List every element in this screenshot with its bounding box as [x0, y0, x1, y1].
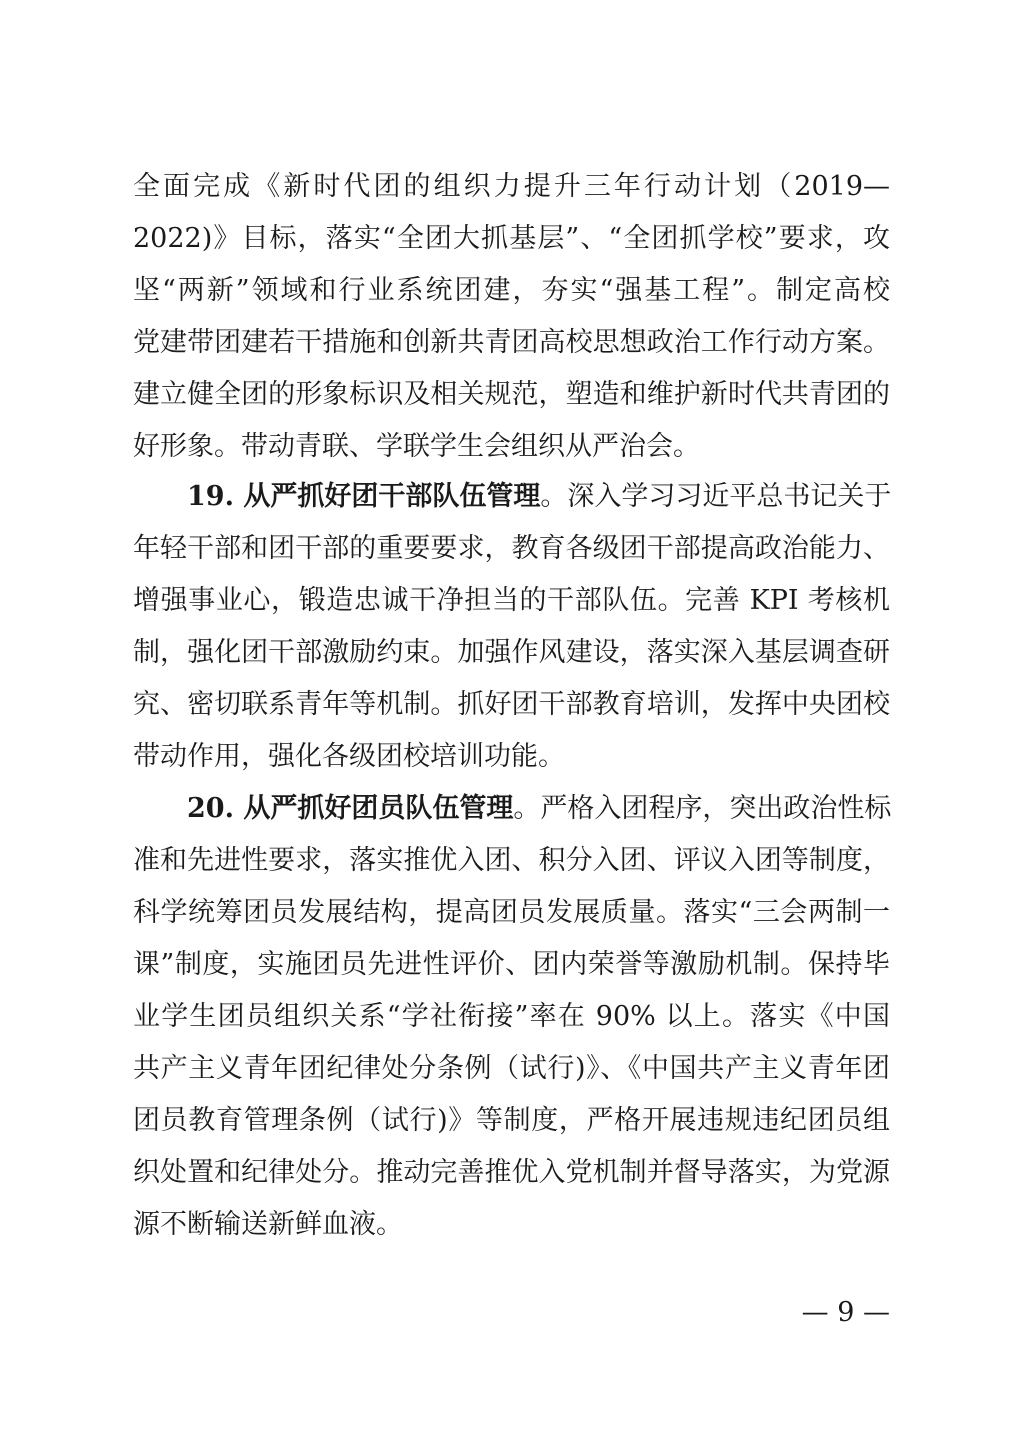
text-line: 坚“两新”领域和行业系统团建，夯实“强基工程”。制定高校 — [133, 275, 890, 306]
paragraph-first-line — [187, 472, 890, 522]
text-line: 带动作用，强化各级团校培训功能。 — [133, 741, 565, 772]
text-line: 课”制度，实施团员先进性评价、团内荣誉等激励机制。保持毕 — [133, 949, 890, 980]
text-line: 好形象。带动青联、学联学生会组织从严治会。 — [133, 431, 700, 462]
text-run: 。严格入团程序，突出政治性标 — [513, 793, 892, 824]
page-number: — 9 — — [801, 1297, 890, 1328]
text-line: 业学生团员组织关系“学社衔接”率在 90% 以上。落实《中国 — [133, 1001, 890, 1032]
text-line: 科学统筹团员发展结构，提高团员发展质量。落实“三会两制一 — [133, 897, 890, 928]
text-run: 。深入学习习近平总书记关于 — [540, 481, 892, 512]
text-line: 制，强化团干部激励约束。加强作风建设，落实深入基层调查研 — [133, 637, 890, 668]
section-heading-19: 19. 从严抓好团干部队伍管理 — [187, 481, 541, 512]
text-line: 建立健全团的形象标识及相关规范，塑造和维护新时代共青团的 — [133, 379, 890, 410]
text-line: 2022)》目标，落实“全团大抓基层”、“全团抓学校”要求，攻 — [133, 223, 890, 254]
text-line: 党建带团建若干措施和创新共青团高校思想政治工作行动方案。 — [133, 327, 890, 358]
text-line: 共产主义青年团纪律处分条例（试行)》、《中国共产主义青年团 — [133, 1053, 890, 1084]
text-line: 团员教育管理条例（试行)》等制度，严格开展违规违纪团员组 — [133, 1105, 890, 1136]
text-line: 全面完成《新时代团的组织力提升三年行动计划（2019— — [133, 171, 890, 202]
text-line: 织处置和纪律处分。推动完善推优入党机制并督导落实，为党源 — [133, 1157, 890, 1188]
paragraph-first-line — [187, 784, 890, 834]
text-line: 究、密切联系青年等机制。抓好团干部教育培训，发挥中央团校 — [133, 689, 890, 720]
section-heading-20: 20. 从严抓好团员队伍管理 — [187, 793, 514, 824]
text-line: 年轻干部和团干部的重要要求，教育各级团干部提高政治能力、 — [133, 533, 890, 564]
text-line: 增强事业心，锻造忠诚干净担当的干部队伍。完善 KPI 考核机 — [133, 585, 890, 616]
text-line: 准和先进性要求，落实推优入团、积分入团、评议入团等制度， — [133, 845, 890, 876]
text-line: 源不断输送新鲜血液。 — [133, 1209, 403, 1240]
